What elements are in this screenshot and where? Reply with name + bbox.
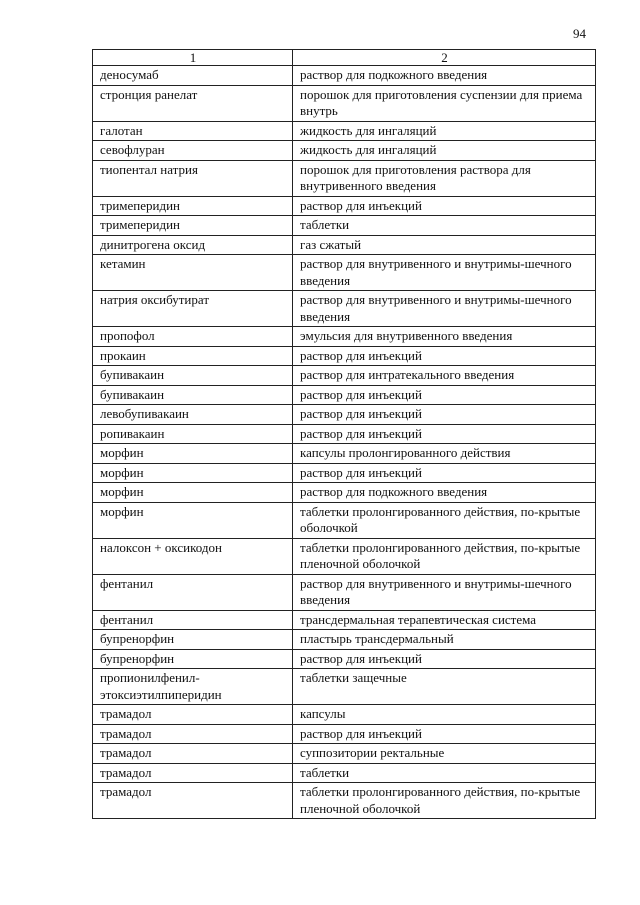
table-row [93,235,596,255]
table-row [93,574,596,610]
drug-name-cell: бупивакаин [93,366,293,386]
table-row [93,744,596,764]
dosage-form-cell: таблетки [293,216,596,236]
table-row [93,610,596,630]
table-row [93,327,596,347]
dosage-form-cell: раствор для внутривенного и внутримы-шечного введения [293,574,596,610]
drug-name-cell: тримеперидин [93,216,293,236]
drug-name-cell: кетамин [93,255,293,291]
table-row [93,141,596,161]
table-header [93,50,596,66]
dosage-form-cell: капсулы пролонгированного действия [293,444,596,464]
dosage-form-cell: раствор для инъекций [293,463,596,483]
table-row [93,463,596,483]
dosage-form-cell: таблетки пролонгированного действия, по-крытые оболочкой [293,502,596,538]
table-row [93,291,596,327]
table-row [93,385,596,405]
page-number: 94 [573,26,586,41]
dosage-form-cell: жидкость для ингаляций [293,141,596,161]
table-row [93,160,596,196]
dosage-form-cell: таблетки пролонгированного действия, по-крытые пленочной оболочкой [293,783,596,819]
dosage-form-cell: раствор для внутривенного и внутримы-шечного введения [293,255,596,291]
dosage-form-cell: таблетки [293,763,596,783]
table-row [93,649,596,669]
drug-name-cell: трамадол [93,705,293,725]
drug-name-cell: трамадол [93,783,293,819]
drug-name-cell: фентанил [93,574,293,610]
dosage-form-cell: раствор для внутривенного и внутримы-шечного введения [293,291,596,327]
drug-name-cell: динитрогена оксид [93,235,293,255]
drug-name-cell: стронция ранелат [93,85,293,121]
dosage-form-cell: раствор для инъекций [293,196,596,216]
dosage-form-cell: пластырь трансдермальный [293,630,596,650]
drug-name-cell: трамадол [93,744,293,764]
drug-name-cell: бупренорфин [93,630,293,650]
header-row [93,50,596,66]
table-row [93,216,596,236]
dosage-form-cell: раствор для инъекций [293,346,596,366]
drug-name-cell: севофлуран [93,141,293,161]
drug-name-cell: морфин [93,502,293,538]
dosage-form-cell: раствор для подкожного введения [293,483,596,503]
drug-name-cell: левобупивакаин [93,405,293,425]
table-row [93,85,596,121]
drug-name-cell: бупивакаин [93,385,293,405]
drug-name-cell: морфин [93,463,293,483]
dosage-form-cell: газ сжатый [293,235,596,255]
dosage-form-cell: таблетки защечные [293,669,596,705]
drug-name-cell: пропионилфенил-этоксиэтилпиперидин [93,669,293,705]
table-row [93,724,596,744]
dosage-form-cell: раствор для инъекций [293,649,596,669]
dosage-form-cell: порошок для приготовления раствора для внутривенного введения [293,160,596,196]
dosage-form-cell: раствор для подкожного введения [293,66,596,86]
drug-name-cell: тримеперидин [93,196,293,216]
dosage-form-cell: суппозитории ректальные [293,744,596,764]
dosage-form-cell: порошок для приготовления суспензии для приема внутрь [293,85,596,121]
drug-name-cell: трамадол [93,724,293,744]
drug-name-cell: морфин [93,444,293,464]
table-body [93,66,596,819]
table-row [93,405,596,425]
table-row [93,66,596,86]
dosage-form-cell: раствор для инъекций [293,385,596,405]
table-row [93,538,596,574]
drug-name-cell: натрия оксибутират [93,291,293,327]
drug-name-cell: фентанил [93,610,293,630]
table-row [93,444,596,464]
dosage-form-cell: трансдермальная терапевтическая система [293,610,596,630]
drug-name-cell: деносумаб [93,66,293,86]
column-header-1: 1 [93,50,293,66]
drug-name-cell: налоксон + оксикодон [93,538,293,574]
dosage-form-cell: эмульсия для внутривенного введения [293,327,596,347]
drug-name-cell: ропивакаин [93,424,293,444]
table-row [93,121,596,141]
table-row [93,424,596,444]
table-row [93,630,596,650]
table-row [93,502,596,538]
drug-table [92,49,596,819]
table-row [93,763,596,783]
dosage-form-cell: таблетки пролонгированного действия, по-крытые пленочной оболочкой [293,538,596,574]
dosage-form-cell: раствор для инъекций [293,424,596,444]
table-row [93,346,596,366]
dosage-form-cell: раствор для интратекального введения [293,366,596,386]
drug-name-cell: трамадол [93,763,293,783]
dosage-form-cell: раствор для инъекций [293,724,596,744]
table-row [93,669,596,705]
drug-name-cell: бупренорфин [93,649,293,669]
drug-name-cell: тиопентал натрия [93,160,293,196]
table-row [93,196,596,216]
dosage-form-cell: раствор для инъекций [293,405,596,425]
column-header-2: 2 [293,50,596,66]
table-row [93,783,596,819]
drug-name-cell: пропофол [93,327,293,347]
table-row [93,705,596,725]
drug-name-cell: галотан [93,121,293,141]
drug-name-cell: морфин [93,483,293,503]
dosage-form-cell: жидкость для ингаляций [293,121,596,141]
table-row [93,483,596,503]
table-row [93,255,596,291]
drug-name-cell: прокаин [93,346,293,366]
dosage-form-cell: капсулы [293,705,596,725]
table-row [93,366,596,386]
